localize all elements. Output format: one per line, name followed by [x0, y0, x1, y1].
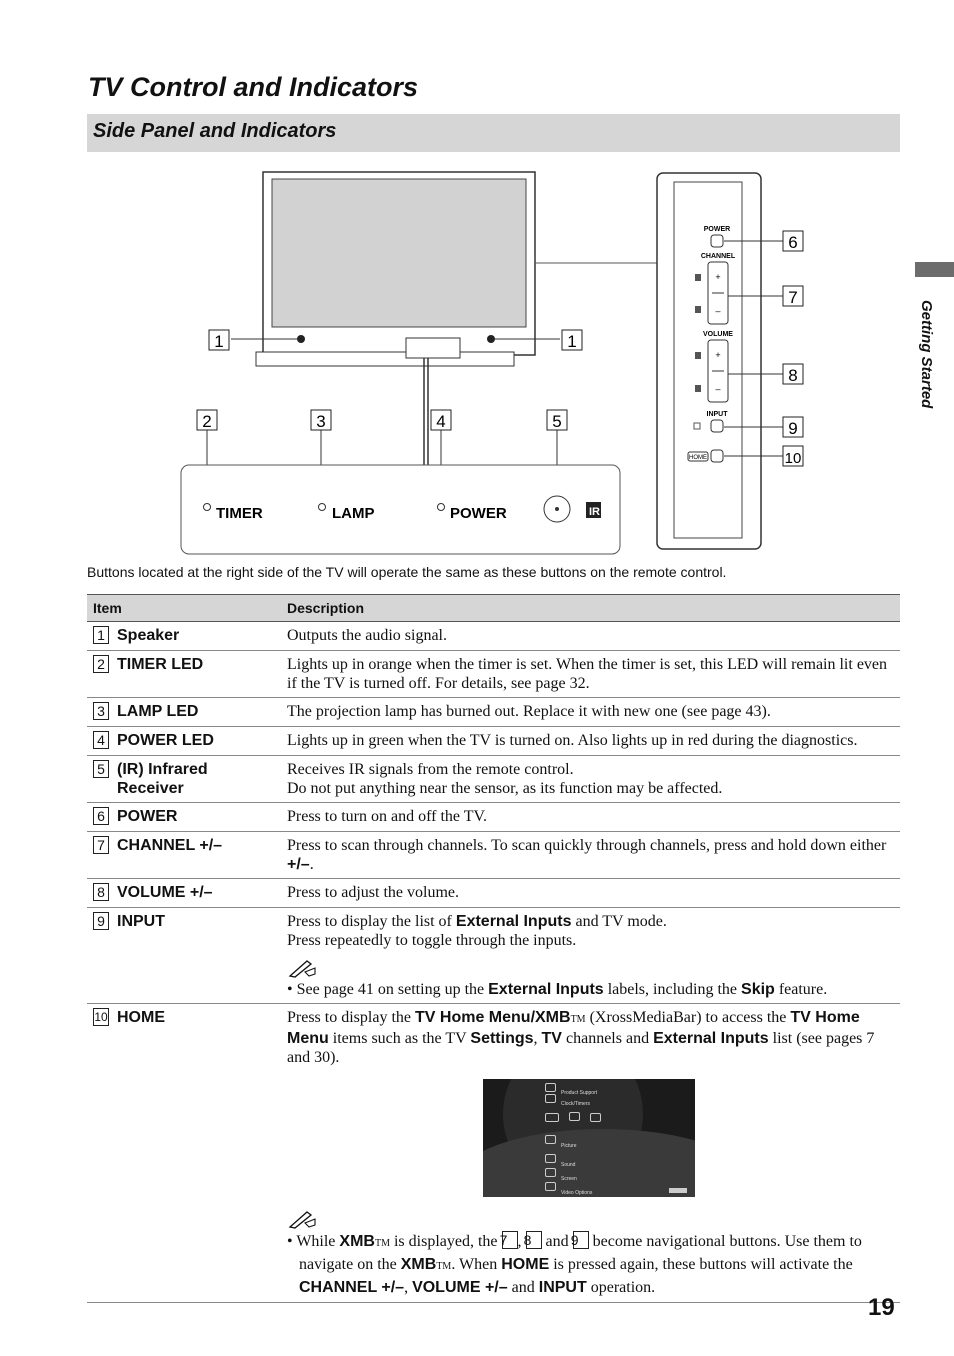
item-name: (IR) Infrared Receiver [117, 761, 208, 797]
speaker-left-icon [297, 335, 305, 343]
table-row [87, 1004, 900, 1303]
page-number: 19 [868, 1294, 895, 1321]
item-number: 9 [93, 912, 109, 930]
item-description [281, 756, 900, 803]
side-home-label: HOME [689, 455, 707, 461]
item-number: 8 [93, 883, 109, 901]
item-number: 4 [93, 731, 109, 749]
side-volume-label: VOLUME [703, 331, 733, 338]
header-item: Item [87, 595, 281, 622]
lamp-label: LAMP [332, 505, 375, 522]
item-number: 3 [93, 702, 109, 720]
note-text: • See page 41 on setting up the External Inputs labels, including the Skip feature. [287, 981, 828, 998]
side-power-label: POWER [703, 226, 731, 233]
intro-text: Buttons located at the right side of the TV will operate the same as these buttons on the remote control. [87, 564, 727, 580]
page-title: TV Control and Indicators [88, 72, 419, 102]
channel-plus-label: + [715, 272, 721, 282]
description-text: and TV mode. [571, 913, 667, 930]
speaker-right-icon [487, 335, 495, 343]
table-header-row [87, 595, 900, 622]
side-channel-label: CHANNEL [700, 253, 736, 260]
item-description [281, 1004, 900, 1303]
item-name: Speaker [117, 627, 180, 644]
item-description [281, 832, 900, 879]
description-line: Receives IR signals from the remote control. [287, 761, 574, 778]
item-name: INPUT [117, 913, 165, 930]
table-row [87, 908, 900, 1004]
item-name: HOME [117, 1009, 165, 1026]
lamp-led-icon [319, 504, 326, 511]
tv-diagram [0, 0, 954, 560]
description-text: Press to scan through channels. To scan quickly through channels, press and hold down either [287, 837, 887, 854]
callout-5: 5 [552, 412, 562, 431]
home-description: Press to display the TV Home Menu/XMBTM (XrossMediaBar) to access the TV Home Menu items such as the TV Settings, TV channels and External Inputs list (see pages 7 and 30). [287, 1009, 875, 1066]
ir-symbol-label: IR [589, 506, 600, 518]
item-description: Press to turn on and off the TV. [281, 803, 900, 832]
callout-1-left: 1 [214, 332, 224, 351]
volume-minus-label: – [715, 384, 721, 394]
timer-led-icon [204, 504, 211, 511]
side-input-label: INPUT [706, 411, 728, 418]
table-row [87, 622, 900, 651]
item-name: LAMP LED [117, 703, 199, 720]
item-name: POWER [117, 808, 178, 825]
tv-front-illustration [256, 172, 658, 366]
item-name: CHANNEL +/– [117, 837, 223, 854]
callout-7: 7 [788, 288, 798, 307]
section-title: Side Panel and Indicators [93, 120, 337, 142]
callout-3: 3 [316, 412, 326, 431]
table-row [87, 727, 900, 756]
table-row [87, 756, 900, 803]
header-description: Description [281, 595, 900, 622]
xmb-menu-item: Clock/Timers [561, 1101, 590, 1107]
callout-6: 6 [788, 233, 798, 252]
description-bold: +/– [287, 856, 310, 873]
side-input-button [711, 420, 723, 432]
table-row [87, 651, 900, 698]
item-description: Press to adjust the volume. [281, 879, 900, 908]
item-description: Outputs the audio signal. [281, 622, 900, 651]
item-description: Lights up in green when the TV is turned on. Also lights up in red during the diagnostics. [281, 727, 900, 756]
item-description: Lights up in orange when the timer is set. When the timer is set, this LED will remain lit even if the TV is turned off. For details, see page 32. [281, 651, 900, 698]
item-name: VOLUME +/– [117, 884, 213, 901]
side-panel-illustration [657, 173, 761, 549]
item-number: 6 [93, 807, 109, 825]
item-name: POWER LED [117, 732, 214, 749]
side-power-button [711, 235, 723, 247]
item-number: 2 [93, 655, 109, 673]
timer-label: TIMER [216, 505, 263, 522]
table-row [87, 698, 900, 727]
item-number: 1 [93, 626, 109, 644]
table-row [87, 803, 900, 832]
description-text: Press to display the list of [287, 913, 456, 930]
xmb-menu-item: Picture [561, 1143, 577, 1149]
description-bold: External Inputs [455, 913, 572, 930]
power-led-icon [438, 504, 445, 511]
description-line: Do not put anything near the sensor, as its function may be affected. [287, 780, 723, 797]
callout-2: 2 [202, 412, 212, 431]
callout-1-right: 1 [567, 332, 577, 351]
xmb-menu-item: Sound [561, 1162, 576, 1168]
side-tab-label: Getting Started [918, 300, 935, 409]
description-line: Press repeatedly to toggle through the inputs. [287, 932, 577, 949]
item-description: The projection lamp has burned out. Replace it with new one (see page 43). [281, 698, 900, 727]
table-row [87, 832, 900, 879]
item-number: 5 [93, 760, 109, 778]
table-row [87, 879, 900, 908]
callout-4: 4 [436, 412, 446, 431]
item-number: 7 [93, 836, 109, 854]
callout-9: 9 [788, 419, 798, 438]
description-text: . [309, 856, 314, 873]
item-description [281, 908, 900, 1004]
note-pencil-icon [287, 958, 317, 978]
item-number: 10 [94, 1010, 108, 1024]
xmb-menu-item: Video Options [561, 1190, 593, 1196]
power-label: POWER [450, 505, 507, 522]
xmb-screenshot [483, 1079, 695, 1197]
channel-minus-label: – [715, 306, 721, 316]
side-home-button [711, 450, 723, 462]
items-table [87, 594, 900, 1303]
callout-10: 10 [784, 450, 802, 467]
item-name: TIMER LED [117, 656, 204, 673]
callout-8: 8 [788, 366, 798, 385]
xmb-menu-item: Screen [561, 1176, 577, 1182]
note-pencil-icon [287, 1209, 317, 1229]
home-note: • While XMBTM is displayed, the 7 , 8 and 9 become navigational buttons. Use them to navigate on the XMBTM. When HOME is pressed again, these buttons will activate the CHANNEL +/–, VOLUME +/– and INPUT operation. [287, 1232, 862, 1296]
volume-plus-label: + [715, 350, 721, 360]
xmb-menu-item: Product Support [561, 1090, 598, 1096]
